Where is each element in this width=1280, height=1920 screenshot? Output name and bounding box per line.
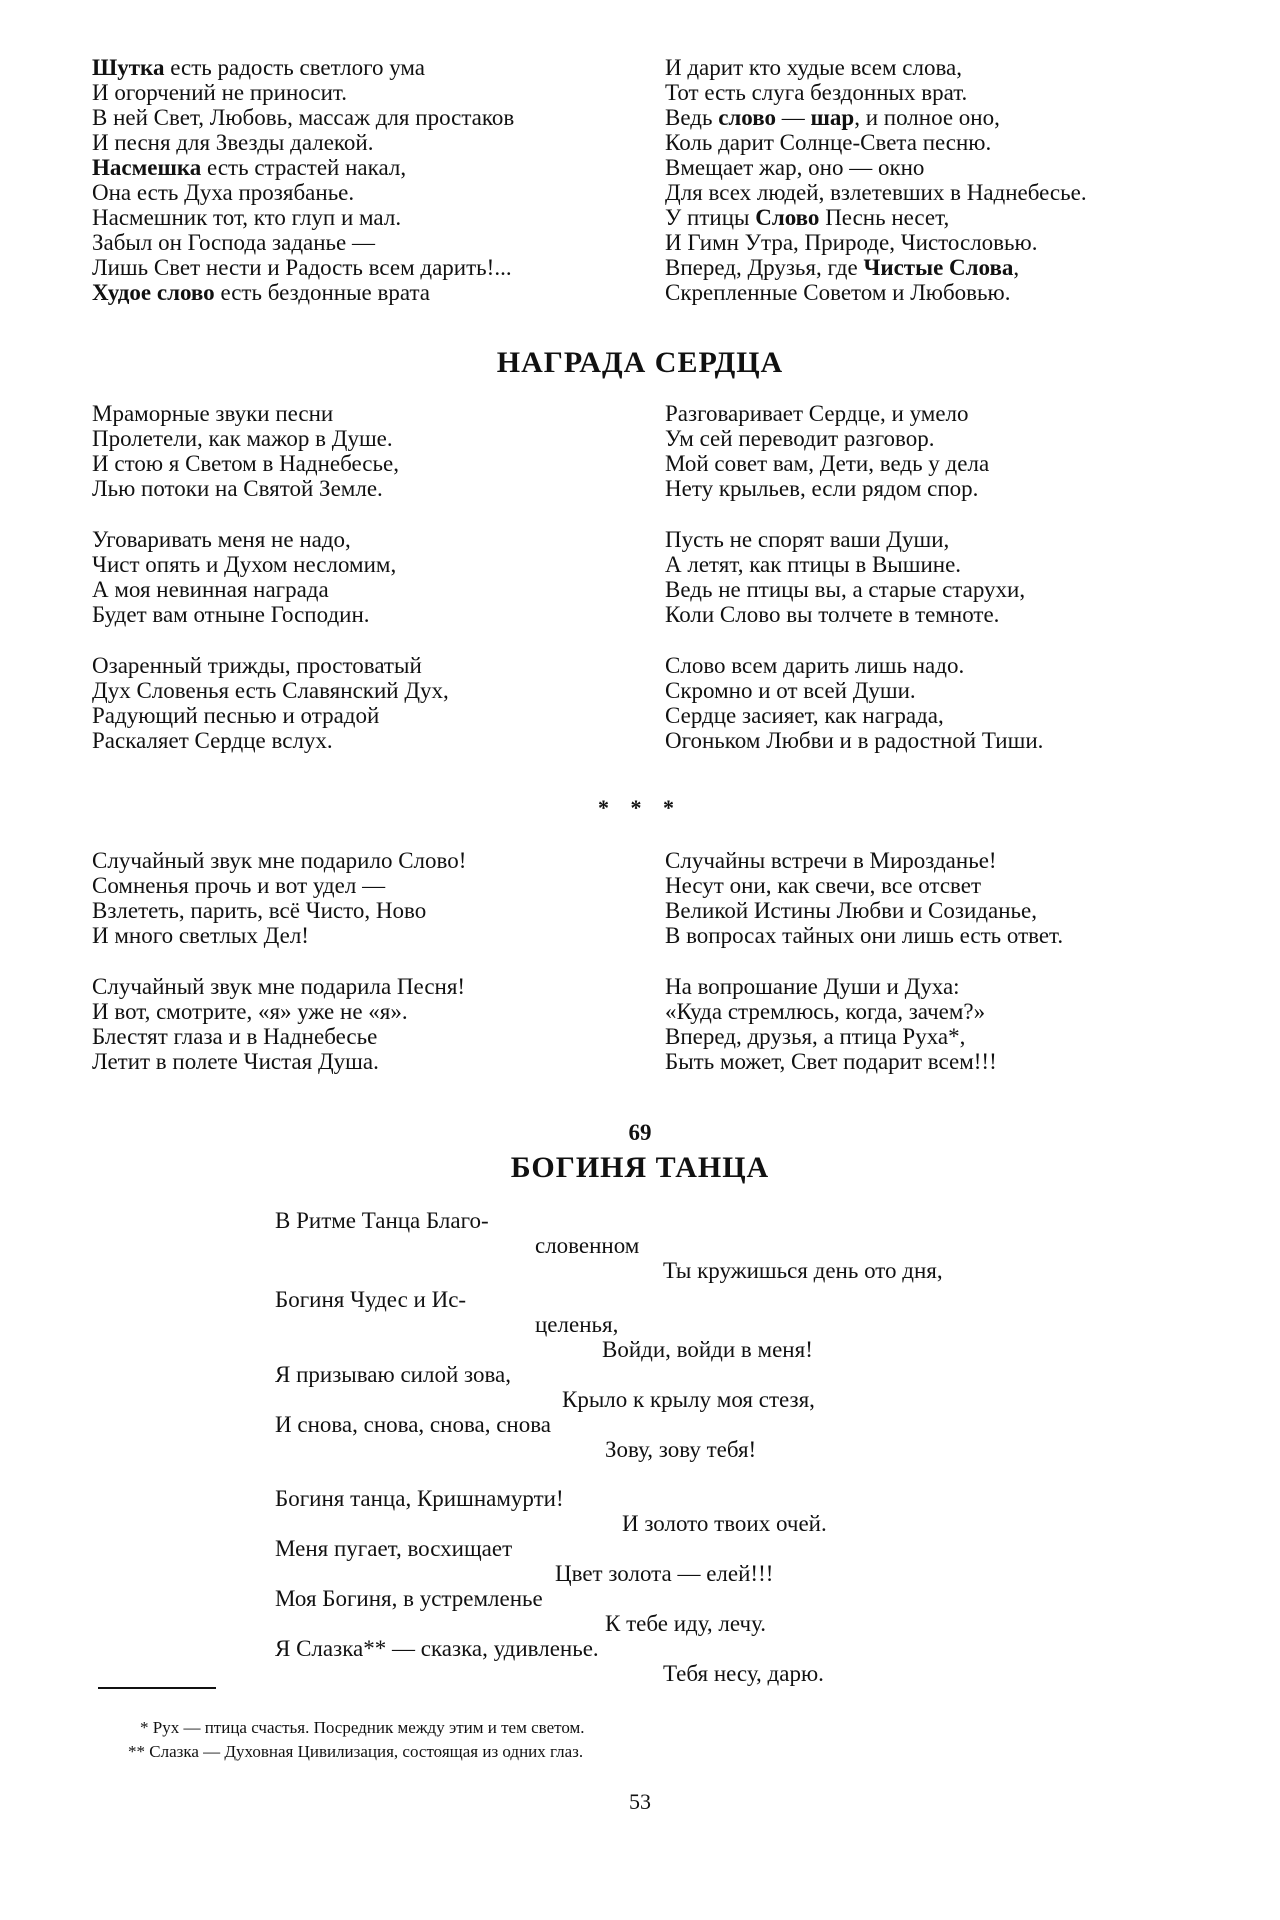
poem-line: Нету крыльев, если рядом спор. xyxy=(665,476,979,501)
poem-line: Моя Богиня, в устремленье xyxy=(275,1586,543,1611)
poem-line: Скрепленные Советом и Любовью. xyxy=(665,280,1011,305)
poem-line: Несут они, как свечи, все отсвет xyxy=(665,873,982,898)
poem-line: Крыло к крылу моя стезя, xyxy=(562,1387,815,1412)
poem-line: И Гимн Утра, Природе, Чистословью. xyxy=(665,230,1038,255)
poem-line: Ты кружишься день ото дня, xyxy=(663,1258,943,1283)
poem-line: Случайны встречи в Мирозданье! xyxy=(665,848,997,873)
poem-line: Вмещает жар, оно — окно xyxy=(665,155,925,180)
poem-line: И вот, смотрите, «я» уже не «я». xyxy=(92,999,408,1024)
poem-line: Шутка есть радость светлого ума xyxy=(92,55,425,80)
poem-line: Вперед, друзья, а птица Руха*, xyxy=(665,1024,966,1049)
poem-line: Для всех людей, взлетевших в Наднебесье. xyxy=(665,180,1087,205)
poem-line: Я призываю силой зова, xyxy=(275,1362,511,1387)
poem-line: И снова, снова, снова, снова xyxy=(275,1412,551,1437)
poem-line: Взлететь, парить, всё Чисто, Ново xyxy=(92,898,427,923)
poem-line: Ведь слово — шар, и полное оно, xyxy=(665,105,1000,130)
poem-line: Уговаривать меня не надо, xyxy=(92,527,351,552)
poem-line: Чист опять и Духом несломим, xyxy=(92,552,397,577)
poem-line: Огоньком Любви и в радостной Тиши. xyxy=(665,728,1044,753)
poem-line: Цвет золота — елей!!! xyxy=(555,1561,774,1586)
poem-number: 69 xyxy=(628,1120,652,1145)
poem-line: Летит в полете Чистая Душа. xyxy=(92,1049,379,1074)
poem-line: В вопросах тайных они лишь есть ответ. xyxy=(665,923,1064,948)
poem-line: Ведь не птицы вы, а старые старухи, xyxy=(665,577,1026,602)
poem-line: Блестят глаза и в Наднебесье xyxy=(92,1024,378,1049)
section-divider-stars: * * * xyxy=(598,795,682,820)
poem-line: В Ритме Танца Благо- xyxy=(275,1208,489,1233)
page-number: 53 xyxy=(629,1789,651,1814)
poem-line: Скромно и от всей Души. xyxy=(665,678,916,703)
poem-line: Случайный звук мне подарило Слово! xyxy=(92,848,467,873)
poem-line: Войди, войди в меня! xyxy=(602,1337,813,1362)
poem-line: Худое слово есть бездонные врата xyxy=(92,280,431,305)
poem-line: Ум сей переводит разговор. xyxy=(665,426,935,451)
poem-line: Будет вам отныне Господин. xyxy=(92,602,370,627)
poem-line: Случайный звук мне подарила Песня! xyxy=(92,974,466,999)
poem-line: В ней Свет, Любовь, массаж для простаков xyxy=(92,105,515,130)
poem-line: Мраморные звуки песни xyxy=(92,401,334,426)
footnote-1: * Рух — птица счастья. Посредник между этим и тем светом. xyxy=(140,1718,585,1737)
poem-line: Коль дарит Солнце-Света песню. xyxy=(665,130,992,155)
poem-line: И песня для Звезды далекой. xyxy=(92,130,374,155)
section-title-nagrada-serdtsa: НАГРАДА СЕРДЦА xyxy=(496,346,784,379)
poem-line: Зову, зову тебя! xyxy=(605,1437,757,1462)
poem-line: У птицы Слово Песнь несет, xyxy=(665,205,950,230)
footnote-2: ** Слазка — Духовная Цивилизация, состоящая из одних глаз. xyxy=(128,1742,584,1761)
poem-line: Лишь Свет нести и Радость всем дарить!... xyxy=(92,255,512,280)
poem-line: Великой Истины Любви и Созиданье, xyxy=(665,898,1037,923)
poem-line: Пусть не спорят ваши Души, xyxy=(665,527,950,552)
poem-line: Раскаляет Сердце вслух. xyxy=(92,728,333,753)
poem-line: На вопрошание Души и Духа: xyxy=(665,974,960,999)
poem-line: Богиня танца, Кришнамурти! xyxy=(275,1486,564,1511)
poem-line: К тебе иду, лечу. xyxy=(605,1611,767,1636)
poem-line: Сомненья прочь и вот удел — xyxy=(92,873,386,898)
poem-line: И огорчений не приносит. xyxy=(92,80,347,105)
section-title-boginya-tantsa: БОГИНЯ ТАНЦА xyxy=(510,1151,770,1184)
poem-line: словенном xyxy=(535,1233,640,1258)
poem-line: Слово всем дарить лишь надо. xyxy=(665,653,965,678)
poem-line: Мой совет вам, Дети, ведь у дела xyxy=(665,451,990,476)
poem-line: Разговаривает Сердце, и умело xyxy=(665,401,969,426)
poem-line: Насмешник тот, кто глуп и мал. xyxy=(92,205,402,230)
poem-line: И стою я Светом в Наднебесье, xyxy=(92,451,399,476)
poem-line: Забыл он Господа заданье — xyxy=(92,230,375,255)
poem-line: Коли Слово вы толчете в темноте. xyxy=(665,602,1000,627)
poem-line: Меня пугает, восхищает xyxy=(275,1536,513,1561)
poem-line: Озаренный трижды, простоватый xyxy=(92,653,422,678)
poem-line: Я Слазка** — сказка, удивленье. xyxy=(275,1636,599,1661)
poem-line: А моя невинная награда xyxy=(92,577,329,602)
poem-line: «Куда стремлюсь, когда, зачем?» xyxy=(665,999,986,1024)
poem-line: Дух Словенья есть Славянский Дух, xyxy=(92,678,449,703)
poem-line: Тебя несу, дарю. xyxy=(663,1661,824,1686)
poem-line: Сердце засияет, как награда, xyxy=(665,703,944,728)
poem-line: Насмешка есть страстей накал, xyxy=(92,155,407,180)
poem-line: Тот есть слуга бездонных врат. xyxy=(665,80,968,105)
poem-line: И дарит кто худые всем слова, xyxy=(665,55,962,80)
poem-line: И много светлых Дел! xyxy=(92,923,309,948)
poem-line: Вперед, Друзья, где Чистые Слова, xyxy=(665,255,1020,280)
poem-line: целенья, xyxy=(535,1312,619,1337)
poem-line: Лью потоки на Святой Земле. xyxy=(92,476,383,501)
poem-line: Быть может, Свет подарит всем!!! xyxy=(665,1049,997,1074)
poem-line: И золото твоих очей. xyxy=(622,1511,827,1536)
poem-line: Радующий песнью и отрадой xyxy=(92,703,380,728)
footnote-rule xyxy=(98,1687,216,1689)
poem-line: А летят, как птицы в Вышине. xyxy=(665,552,962,577)
poem-line: Она есть Духа прозябанье. xyxy=(92,180,355,205)
poem-line: Богиня Чудес и Ис- xyxy=(275,1287,467,1312)
poem-line: Пролетели, как мажор в Душе. xyxy=(92,426,393,451)
